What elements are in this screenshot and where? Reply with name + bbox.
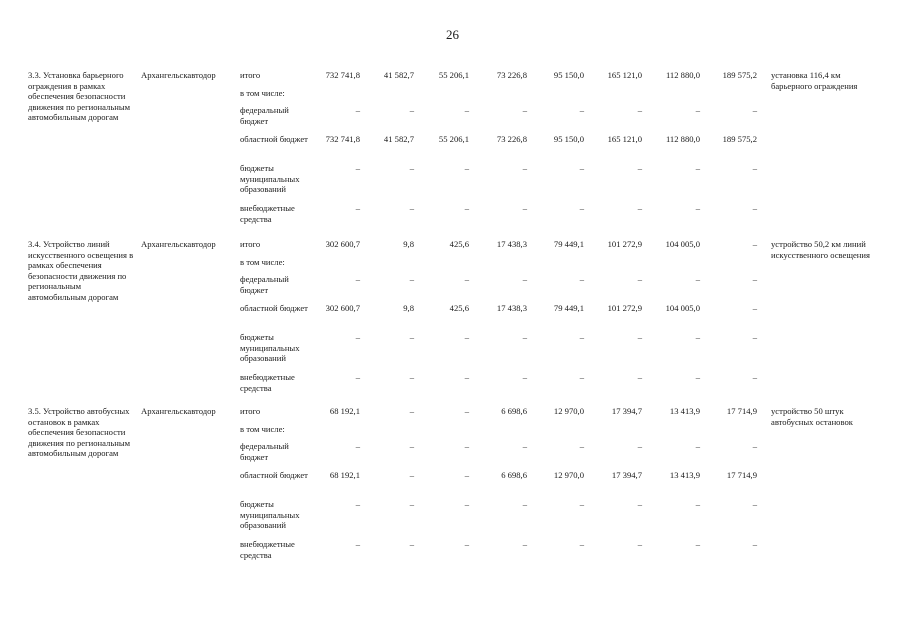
- value-cell: –: [752, 303, 757, 313]
- value-cell: 101 272,9: [607, 239, 642, 249]
- row-label: бюджеты муниципальных образований: [240, 332, 300, 364]
- value-cell: 165 121,0: [607, 134, 642, 144]
- value-cell: –: [409, 406, 414, 416]
- value-cell: 41 582,7: [383, 134, 414, 144]
- section-title: 3.5. Устройство автобусных остановок в рамках обеспечения безопасности движения по региональным автомобильным дорогам: [28, 406, 131, 459]
- value-cell: –: [522, 203, 527, 213]
- value-cell: –: [409, 372, 414, 382]
- value-cell: –: [464, 406, 469, 416]
- value-cell: –: [355, 539, 360, 549]
- row-label: в том числе:: [240, 257, 285, 267]
- value-cell: 101 272,9: [607, 303, 642, 313]
- value-cell: –: [695, 499, 700, 509]
- value-cell: 41 582,7: [383, 70, 414, 80]
- value-cell: –: [752, 499, 757, 509]
- value-cell: –: [464, 441, 469, 451]
- value-cell: 12 970,0: [553, 470, 584, 480]
- value-cell: –: [695, 105, 700, 115]
- value-cell: –: [522, 163, 527, 173]
- section-executor: Архангельскавтодор: [141, 239, 216, 249]
- row-label: бюджеты муниципальных образований: [240, 499, 300, 531]
- value-cell: –: [409, 203, 414, 213]
- section-result: устройство 50,2 км линий искусственного освещения: [771, 239, 870, 260]
- value-cell: 13 413,9: [669, 406, 700, 416]
- value-cell: 79 449,1: [553, 239, 584, 249]
- value-cell: –: [464, 203, 469, 213]
- value-cell: 17 394,7: [611, 470, 642, 480]
- value-cell: –: [637, 372, 642, 382]
- value-cell: 732 741,8: [325, 134, 360, 144]
- value-cell: 9,8: [403, 303, 414, 313]
- value-cell: –: [522, 499, 527, 509]
- value-cell: –: [355, 105, 360, 115]
- value-cell: 17 714,9: [726, 406, 757, 416]
- value-cell: –: [637, 274, 642, 284]
- value-cell: –: [464, 163, 469, 173]
- value-cell: 104 005,0: [665, 239, 700, 249]
- value-cell: –: [695, 203, 700, 213]
- value-cell: –: [579, 163, 584, 173]
- value-cell: –: [409, 499, 414, 509]
- value-cell: 165 121,0: [607, 70, 642, 80]
- value-cell: 73 226,8: [496, 134, 527, 144]
- value-cell: –: [637, 203, 642, 213]
- value-cell: –: [579, 274, 584, 284]
- value-cell: –: [409, 105, 414, 115]
- value-cell: –: [522, 441, 527, 451]
- value-cell: –: [464, 274, 469, 284]
- value-cell: 79 449,1: [553, 303, 584, 313]
- value-cell: 732 741,8: [325, 70, 360, 80]
- value-cell: –: [522, 332, 527, 342]
- value-cell: 302 600,7: [325, 303, 360, 313]
- value-cell: 6 698,6: [501, 406, 527, 416]
- page-number: 26: [446, 27, 459, 42]
- value-cell: –: [522, 372, 527, 382]
- row-label: итого: [240, 239, 261, 249]
- value-cell: –: [464, 332, 469, 342]
- value-cell: 6 698,6: [501, 470, 527, 480]
- section-executor: Архангельскавтодор: [141, 70, 216, 80]
- row-label: в том числе:: [240, 88, 285, 98]
- row-label: областной бюджет: [240, 303, 308, 313]
- value-cell: –: [464, 372, 469, 382]
- value-cell: –: [409, 274, 414, 284]
- value-cell: 112 880,0: [665, 134, 700, 144]
- value-cell: 9,8: [403, 239, 414, 249]
- value-cell: –: [752, 332, 757, 342]
- value-cell: –: [464, 499, 469, 509]
- value-cell: 13 413,9: [669, 470, 700, 480]
- value-cell: –: [637, 332, 642, 342]
- value-cell: –: [464, 539, 469, 549]
- value-cell: –: [579, 539, 584, 549]
- row-label: в том числе:: [240, 424, 285, 434]
- section-result: установка 116,4 км барьерного ограждения: [771, 70, 858, 91]
- value-cell: –: [752, 441, 757, 451]
- section-executor: Архангельскавтодор: [141, 406, 216, 416]
- value-cell: –: [579, 372, 584, 382]
- row-label: итого: [240, 406, 261, 416]
- value-cell: –: [355, 163, 360, 173]
- value-cell: 68 192,1: [329, 406, 360, 416]
- value-cell: –: [355, 372, 360, 382]
- value-cell: –: [464, 470, 469, 480]
- value-cell: –: [695, 274, 700, 284]
- value-cell: –: [579, 499, 584, 509]
- value-cell: –: [752, 372, 757, 382]
- value-cell: –: [637, 105, 642, 115]
- row-label: федеральный бюджет: [240, 274, 289, 295]
- value-cell: –: [752, 539, 757, 549]
- row-label: областной бюджет: [240, 470, 308, 480]
- value-cell: 95 150,0: [553, 70, 584, 80]
- value-cell: –: [695, 441, 700, 451]
- value-cell: –: [409, 441, 414, 451]
- value-cell: –: [752, 203, 757, 213]
- value-cell: 425,6: [449, 239, 469, 249]
- value-cell: 112 880,0: [665, 70, 700, 80]
- value-cell: –: [637, 499, 642, 509]
- value-cell: –: [579, 441, 584, 451]
- value-cell: –: [695, 539, 700, 549]
- value-cell: 17 438,3: [496, 303, 527, 313]
- value-cell: 55 206,1: [438, 70, 469, 80]
- value-cell: –: [409, 163, 414, 173]
- row-label: внебюджетные средства: [240, 372, 295, 393]
- section-title: 3.3. Установка барьерного ограждения в рамках обеспечения безопасности движения по региональным автомобильным дорогам: [28, 70, 131, 123]
- value-cell: –: [579, 203, 584, 213]
- value-cell: –: [409, 332, 414, 342]
- row-label: бюджеты муниципальных образований: [240, 163, 300, 195]
- value-cell: –: [752, 105, 757, 115]
- value-cell: 68 192,1: [329, 470, 360, 480]
- value-cell: –: [752, 274, 757, 284]
- value-cell: 425,6: [449, 303, 469, 313]
- value-cell: –: [464, 105, 469, 115]
- value-cell: –: [355, 441, 360, 451]
- value-cell: –: [579, 105, 584, 115]
- row-label: федеральный бюджет: [240, 441, 289, 462]
- value-cell: –: [579, 332, 584, 342]
- value-cell: 95 150,0: [553, 134, 584, 144]
- value-cell: –: [752, 163, 757, 173]
- row-label: внебюджетные средства: [240, 203, 295, 224]
- value-cell: 17 394,7: [611, 406, 642, 416]
- value-cell: –: [409, 539, 414, 549]
- row-label: итого: [240, 70, 261, 80]
- row-label: внебюджетные средства: [240, 539, 295, 560]
- value-cell: 104 005,0: [665, 303, 700, 313]
- value-cell: 17 438,3: [496, 239, 527, 249]
- value-cell: –: [522, 539, 527, 549]
- value-cell: –: [355, 274, 360, 284]
- value-cell: –: [637, 441, 642, 451]
- section-result: устройство 50 штук автобусных остановок: [771, 406, 853, 427]
- value-cell: 73 226,8: [496, 70, 527, 80]
- value-cell: –: [752, 239, 757, 249]
- value-cell: 189 575,2: [722, 70, 757, 80]
- section-title: 3.4. Устройство линий искусственного освещения в рамках обеспечения безопасности движения по региональным автомобильным дорогам: [28, 239, 134, 302]
- value-cell: –: [637, 163, 642, 173]
- value-cell: 302 600,7: [325, 239, 360, 249]
- value-cell: 189 575,2: [722, 134, 757, 144]
- value-cell: –: [522, 274, 527, 284]
- value-cell: –: [355, 499, 360, 509]
- value-cell: –: [695, 372, 700, 382]
- value-cell: –: [637, 539, 642, 549]
- value-cell: –: [695, 163, 700, 173]
- row-label: областной бюджет: [240, 134, 308, 144]
- value-cell: 55 206,1: [438, 134, 469, 144]
- value-cell: –: [409, 470, 414, 480]
- row-label: федеральный бюджет: [240, 105, 289, 126]
- value-cell: –: [355, 203, 360, 213]
- value-cell: –: [355, 332, 360, 342]
- value-cell: –: [522, 105, 527, 115]
- value-cell: 17 714,9: [726, 470, 757, 480]
- value-cell: –: [695, 332, 700, 342]
- value-cell: 12 970,0: [553, 406, 584, 416]
